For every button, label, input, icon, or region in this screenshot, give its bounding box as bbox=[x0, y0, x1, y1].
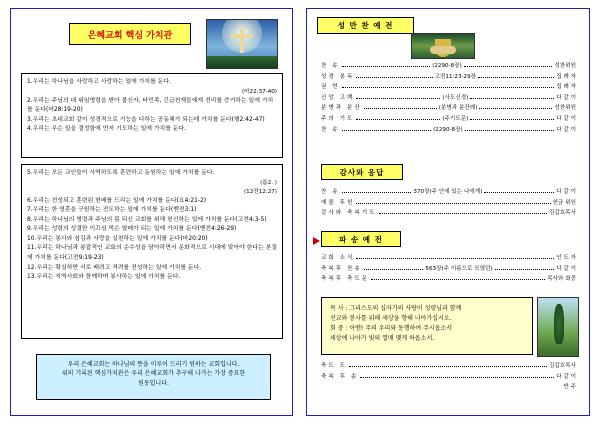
dot-leader bbox=[371, 279, 545, 280]
section-title-communion: 성 만 찬 예 전 bbox=[317, 17, 414, 34]
section-title-thanksgiving: 감사와 응답 bbox=[321, 164, 403, 180]
value-reference: (마22:37-40) bbox=[241, 88, 277, 95]
core-values-block-2 bbox=[21, 164, 283, 339]
order-label: 권 면 bbox=[321, 84, 340, 91]
nature-landscape-photo bbox=[537, 297, 579, 357]
left-panel bbox=[10, 8, 293, 416]
value-item: 3.우리는 초대교회 같이 성경적으로 기능을 다하는 공동체가 되는데 가치를 둔다(행2:42-47) bbox=[27, 116, 265, 123]
order-row bbox=[321, 361, 576, 369]
order-label: 분병과 분잔 bbox=[321, 105, 362, 112]
order-person: 다 같 이 bbox=[556, 189, 577, 195]
dot-leader bbox=[356, 203, 550, 204]
dot-leader bbox=[364, 108, 437, 109]
responsive-reading-box bbox=[321, 297, 533, 355]
order-row bbox=[321, 253, 576, 261]
order-label: 신앙 고백 bbox=[321, 94, 355, 101]
thanksgiving-order-list bbox=[321, 187, 576, 219]
order-person: 김갑호목사 bbox=[548, 210, 576, 217]
order-row bbox=[321, 72, 576, 80]
arrow-icon bbox=[313, 237, 320, 245]
order-label: 주의 기도 bbox=[321, 115, 355, 122]
value-item: 4.우리는 무슨 일을 결정함에 먼저 기도하는 일에 가치를 둔다. bbox=[27, 126, 187, 133]
dot-leader bbox=[342, 192, 412, 193]
value-item: 6.우리는 전성되고 훈련된 헌배를 드리는 일에 가치를 둔다(요4:21-2) bbox=[27, 197, 206, 204]
value-item: 8.우리는 하나님의 명령과 주님의 몸 되신 교회를 위해 헌신하는 일에 가치를 둔다(고전4:3-5) bbox=[27, 216, 267, 223]
value-item: 2.우리는 주님의 대 위임명령을 받아 불신자, 타민족, 긴급천재들에게 전리를 증거하는 일에 가치를 둔다(마28:19-20) bbox=[27, 97, 274, 114]
order-row bbox=[321, 103, 576, 111]
order-label: 찬 송 bbox=[321, 63, 340, 69]
order-row bbox=[321, 187, 576, 195]
order-person: 다 같 이 bbox=[556, 115, 577, 122]
order-person: 성찬위원 bbox=[554, 105, 576, 112]
order-row bbox=[321, 372, 576, 380]
value-item: 7.우리는 한 영혼을 구원하는 전도하는 일에 가치를 둔다(벧전3:1) bbox=[27, 207, 197, 214]
value-reference: (12전12:27) bbox=[243, 188, 277, 195]
reading-line: 목 사 : 그리스도의 십자가의 사랑이 성령님과 함께 bbox=[330, 305, 462, 312]
order-label: 축복후 찬송 bbox=[321, 265, 362, 272]
order-person: 집 례 자 bbox=[556, 73, 576, 80]
order-person: 성찬위원 bbox=[554, 63, 576, 69]
order-value: (2290-8장) bbox=[433, 126, 463, 133]
order-row bbox=[321, 61, 576, 69]
dot-leader bbox=[470, 98, 554, 99]
closing-line: 원동입니다. bbox=[138, 379, 169, 387]
order-label: 축도 도 bbox=[321, 363, 347, 369]
communion-order-list bbox=[321, 61, 576, 135]
order-row bbox=[321, 264, 576, 272]
closing-statement-box bbox=[36, 354, 271, 400]
order-row bbox=[321, 274, 576, 282]
order-label: 축복 후 송 bbox=[321, 373, 359, 380]
value-item: 11.우리는 하나님과 봉잡적인 교회의 순수성을 담아하면서 문화적으로 시대에 맞아야 한다는 본질에 가치를 둔다(고전9:19-23) bbox=[27, 245, 278, 262]
order-row bbox=[321, 93, 576, 101]
order-person: 헌금 위원 bbox=[552, 199, 576, 206]
order-person: 목사와 회중 bbox=[547, 276, 576, 283]
dot-leader bbox=[342, 87, 555, 88]
order-person: 집 례 자 bbox=[556, 84, 576, 91]
value-item: 10.우리는 봉사와 섬김과 사랑을 실천하는 일에 가치를 둔다(마20:20) bbox=[27, 235, 208, 242]
closing-line: 위의 기록된 핵심가치관은 우리 은혜교회가 추구해 나가는 가장 중요한 bbox=[61, 370, 246, 378]
order-label: 교회 소식 bbox=[321, 255, 355, 261]
order-label: 성경 봉독 bbox=[321, 73, 355, 80]
value-reference: (롬2. ) bbox=[260, 179, 277, 186]
section-title-sending: 파 송 예 전 bbox=[321, 231, 401, 247]
order-label: 찬 송 bbox=[321, 126, 340, 133]
dot-leader bbox=[479, 108, 552, 109]
order-person: 다 같 이 bbox=[556, 265, 576, 272]
order-value: (2290-8장) bbox=[432, 63, 462, 69]
order-row bbox=[321, 82, 576, 90]
order-person: 김갑호목사 bbox=[548, 363, 576, 369]
communion-table-photo bbox=[411, 33, 475, 59]
order-row bbox=[321, 198, 576, 206]
dot-leader bbox=[484, 192, 554, 193]
order-person: 다 같 이 bbox=[556, 94, 577, 101]
dot-leader bbox=[379, 213, 547, 214]
closing-line: 우리 은혜교회는 하나님의 뜻을 이루어 드리기 원하는 교회입니다. bbox=[67, 361, 240, 368]
right-panel bbox=[306, 8, 590, 416]
order-label: 예물 후헌 bbox=[321, 199, 355, 206]
dot-leader bbox=[360, 377, 554, 378]
dot-leader bbox=[470, 119, 554, 120]
dot-leader bbox=[349, 366, 547, 367]
dot-leader bbox=[478, 77, 554, 78]
dot-leader bbox=[342, 66, 431, 67]
order-value: 고전11:23-29장 bbox=[434, 73, 477, 80]
order-value: 563장(주 이름으로 모였던) bbox=[425, 265, 493, 272]
order-value: (사도신경) bbox=[442, 94, 469, 101]
dot-leader bbox=[495, 269, 555, 270]
value-item: 13.우리는 지역사회와 함께하며 봉사하는 일에 가치를 둔다. bbox=[27, 274, 181, 281]
order-person: 다 같 이 bbox=[556, 126, 576, 133]
reading-line: 세상에 나아가 빛의 열매 맺게 하옵소서. bbox=[330, 334, 435, 342]
order-row bbox=[321, 382, 576, 390]
order-label: 찬 송 bbox=[321, 189, 340, 195]
order-person: 반 주 bbox=[563, 384, 576, 391]
order-row bbox=[321, 114, 576, 122]
order-value: (분병과 분잔례) bbox=[438, 105, 478, 112]
dot-leader bbox=[356, 77, 432, 78]
dot-leader bbox=[356, 119, 440, 120]
order-row bbox=[321, 208, 576, 216]
value-item: 9.우리는 성령의 성결한 이끄심 먹은 열매가 되는 일에 가치를 둔다(벧전4:26-29) bbox=[27, 226, 237, 233]
value-item: 5.우리는 모든 교인들이 사역하도록 훈련하고 동원하는 일에 가치를 둔다. bbox=[27, 170, 215, 176]
dot-leader bbox=[364, 269, 424, 270]
order-person: 다 같 이 bbox=[556, 373, 576, 380]
order-value: 370장(주 안에 있는 나에게) bbox=[413, 189, 483, 195]
order-row bbox=[321, 125, 576, 133]
reading-line: 회 중 : 아멘! 주의 우리와 동행하여 주시옵소서 bbox=[330, 324, 453, 332]
order-value: (주기도문) bbox=[442, 115, 469, 122]
page-title: 은혜교회 핵심 가치관 bbox=[69, 23, 191, 45]
church-cross-illustration bbox=[206, 19, 278, 69]
order-person: 인 도 자 bbox=[556, 255, 576, 261]
dot-leader bbox=[356, 258, 554, 259]
value-item: 1.우리는 하나님을 사랑하고 사랑하는 일에 가치를 둔다. bbox=[27, 79, 171, 85]
value-item: 12.우리는 확실하면 서로 배려고 격려를 전성하는 일에 가치를 둔다. bbox=[27, 264, 202, 271]
dot-leader bbox=[465, 130, 555, 131]
dot-leader bbox=[342, 130, 432, 131]
closing-order-list bbox=[321, 361, 576, 393]
order-label: 감사와 축복기도 bbox=[321, 210, 377, 217]
order-label: 축복후 축도문 bbox=[321, 276, 370, 283]
dot-leader bbox=[356, 98, 440, 99]
core-values-block-1 bbox=[21, 73, 283, 158]
dot-leader bbox=[464, 66, 553, 67]
reading-line: 선교와 봉사를 위해 세상을 향해 나아가십시오. bbox=[330, 314, 452, 322]
sending-order-list bbox=[321, 253, 576, 285]
